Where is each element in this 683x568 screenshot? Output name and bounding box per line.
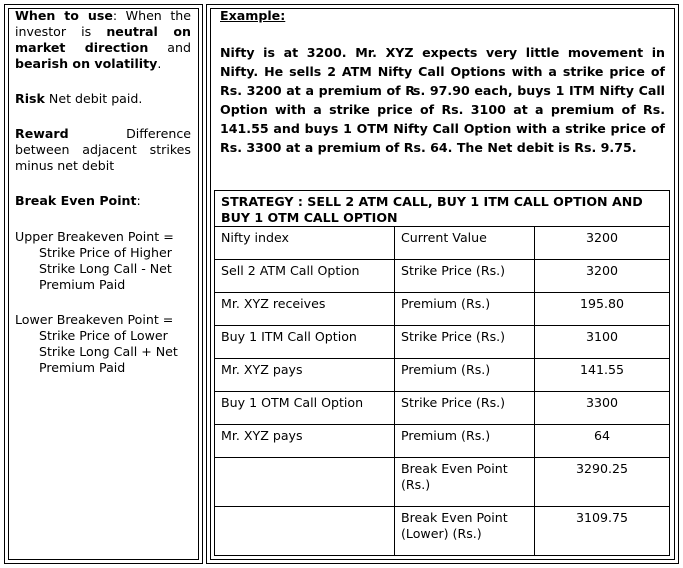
row-field: Premium (Rs.) [395,293,535,326]
row-field: Strike Price (Rs.) [395,392,535,425]
row-field: Strike Price (Rs.) [395,326,535,359]
reward-line1: Reward Difference [15,126,191,141]
row-value: 3200 [535,260,670,293]
row-field: Break Even Point (Lower) (Rs.) [395,507,535,556]
lower-breakeven-formula: Lower Breakeven Point = Strike Price of Lower Strike Long Call + Net Premium Paid [15,312,178,375]
when-to-use-line4: bearish on volatility. [15,56,162,71]
row-value: 64 [535,425,670,458]
when-to-use-line3: market direction and [15,40,191,55]
break-even-heading: Break Even Point: [15,193,141,208]
row-value: 3100 [535,326,670,359]
strategy-table [214,190,670,556]
row-label: Mr. XYZ receives [215,293,395,326]
row-field: Break Even Point (Rs.) [395,458,535,507]
table-row [215,392,670,425]
example-text: Nifty is at 3200. Mr. XYZ expects very little movement in Nifty. He sells 2 ATM Nifty Call Options with a strike price of Rs. 3200 at a premium of ₨. 97.90 each, buys 1 ITM Nifty Call Option with a strike price of Rs. 3100 at a premium of Rs. 141.55 and buys 1 OTM Nifty Call Option with a strike price of Rs. 3300 at a premium of Rs. 64. The Net debit is Rs. 9.75. [220,45,665,155]
table-row [215,507,670,556]
row-label: Mr. XYZ pays [215,359,395,392]
reward-section [15,126,191,174]
row-label: Buy 1 ITM Call Option [215,326,395,359]
table-row [215,425,670,458]
row-label [215,458,395,507]
row-field: Strike Price (Rs.) [395,260,535,293]
when-to-use-line2: investor is neutral on [15,24,191,39]
table-row [215,458,670,507]
row-field: Premium (Rs.) [395,359,535,392]
risk-text: Net debit paid. [48,91,143,106]
row-value: 195.80 [535,293,670,326]
reward-line2: between adjacent strikes [15,142,191,157]
row-label: Sell 2 ATM Call Option [215,260,395,293]
example-title: Example: [220,8,286,23]
row-value: 3300 [535,392,670,425]
risk-section [15,91,191,107]
table-row [215,227,670,260]
when-to-use-section [15,8,191,72]
row-value: 3200 [535,227,670,260]
table-row [215,260,670,293]
strategy-table-header: STRATEGY : SELL 2 ATM CALL, BUY 1 ITM CALL OPTION AND BUY 1 OTM CALL OPTION [215,191,670,227]
row-label [215,507,395,556]
row-label: Mr. XYZ pays [215,425,395,458]
row-label: Nifty index [215,227,395,260]
upper-breakeven-formula: Upper Breakeven Point = Strike Price of Higher Strike Long Call - Net Premium Paid [15,229,174,292]
risk-label: Risk [15,91,45,106]
row-value: 3109.75 [535,507,670,556]
row-value: 3290.25 [535,458,670,507]
table-row [215,359,670,392]
row-value: 141.55 [535,359,670,392]
when-to-use-line1: When to use: When the [15,8,191,23]
reward-line3: minus net debit [15,158,115,173]
row-field: Premium (Rs.) [395,425,535,458]
row-field: Current Value [395,227,535,260]
table-row [215,326,670,359]
table-row [215,293,670,326]
row-label: Buy 1 OTM Call Option [215,392,395,425]
